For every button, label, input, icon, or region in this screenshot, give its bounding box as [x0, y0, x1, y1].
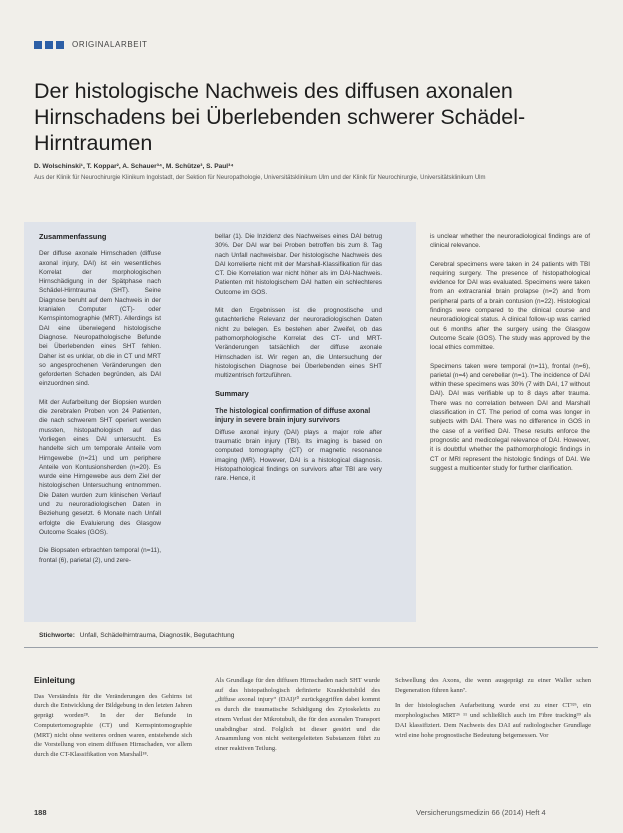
journal-reference: Versicherungsmedizin 66 (2014) Heft 4: [416, 808, 546, 817]
summary-subheading: The histological confirmation of diffuse axonal injury in severe brain injury survivors: [215, 407, 371, 424]
summary-english-column: [430, 232, 590, 482]
keywords-text: Unfall, Schädelhirntrauma, Diagnostik, Begutachtung: [79, 632, 235, 639]
abstract-paragraph: Die Biopsaten erbrachten temporal (n=11), frontal (6), parietal (2), und zere-: [39, 547, 161, 564]
abstract-paragraph: Mit der Aufarbeitung der Biopsien wurden die zerebralen Proben von 24 Patienten, die nach schwerem SHT operiert werden mussten, histopathologisch auf das Vorliegen eines DAI untersucht. Es handelte sich um temporale Anteile vom Hirngewebe (n=21) und um periphere Anteile von Kontusionsherden (n=20). Es wurde eine Hirngewebe aus dem Ziel der histologischen Untersuchung entnommen. Die Daten wurden zum klinischen Verlauf und zu neuroradiologischen Daten in Beziehung gesetzt. 6 Monate nach Unfall erfolgte die Evaluierung des Glasgow Outcome Scales (GOS).: [39, 398, 161, 536]
keywords-label: Stichworte:: [39, 632, 75, 639]
square-icon: [45, 41, 53, 49]
body-paragraph: Das Verständnis für die Veränderungen des Gehirns ist durch die Entwicklung der Bildgebung in den letzten Jahren geprägt worden²⁸. In der der Befunde in Computertomographie (CT) und Kernspintomographie (MRT) nicht ohne weiteres ordnen waren, entstehende sich die Vorstellung von einem diffusen Hirnschaden, vor allem durch die CT-Klassifikation von Marshall¹⁸.: [34, 692, 192, 758]
keywords: [39, 632, 599, 639]
summary-paragraph: is unclear whether the neuroradiological findings are of clinical relevance.: [430, 233, 590, 250]
abstract-paragraph: bellar (1). Die Inzidenz des Nachweises eines DAI betrug 30%. Der DAI war bei Proben betroffen bis zum 8. Tag nach Unfall nachweisbar. Der histologische Nachweis des DAI korrelierte nicht mit der Marshall-Klassifikation für das CT. Die Korrelation war nicht höher als im DAI-Nachweis. Patienten mit histologischem DAI hatten ein schlechteres Outcome im GOS.: [215, 233, 382, 296]
section-label: ORIGINALARBEIT: [72, 40, 148, 49]
summary-heading: Summary: [215, 389, 249, 399]
abstract-paragraph: Der diffuse axonale Hirnschaden (diffuse axonal injury, DAI) ist ein wesentliches Korrelat der morphologischen Hirnschädigung in der Spätphase nach Schädel-Hirntrauma (SHT). Seine Diagnose beruht auf dem Nachweis in der kranialen Computer (CT)- oder Kernspintomographie (MRT). Allerdings ist DAI eine überwiegend histologische Diagnose. Neuropathologische Befunde bei Überlebenden eines SHT fehlen. Daher ist es unklar, ob die in CT und MRT so angesprochenen Veränderungen den geforderten Schaden begründen, als DAI einzuordnen sind.: [39, 250, 161, 388]
article-title: Der histologische Nachweis des diffusen axonalen Hirnschadens bei Überlebenden schwerer Schädel-Hirntraumen: [34, 79, 526, 155]
body-column-2: [215, 676, 380, 760]
body-paragraph: Als Grundlage für den diffusen Hirnschaden nach SHT wurde auf das histopathologisch definierte Krankheitsbild des „diffuse axonal injury“ (DAI)¹⁰ zurückgegriffen dabei kommt es durch die traumatische Schädigung des Zytoskeletts zu einem Verlust der Mikrotubuli, die für den axonalen Transport unabdingbar sind. Folglich ist dieser gestört und die Ansammlung von nicht weitergeleiteten Substanzen führt zu einer reaktiven Teilung.: [215, 677, 380, 752]
square-icon: [34, 41, 42, 49]
body-paragraph: In der histologischen Aufarbeitung wurde erst zu einer CT³²⁶, ein morphologisches MRT²⁶ ¹¹ und schließlich auch im Fibre tracking³⁹ als DAI klassifiziert. Dem Nachweis des DAI auf radiologischer Grundlage wird eine hohe prognostische Bedeutung beigemessen. Vor: [395, 702, 591, 739]
body-column-3: [395, 676, 591, 746]
abstract-german: [39, 232, 161, 574]
body-paragraph: Schwellung des Axons, die wenn ausgeprägt zu einer Waller schen Degeneration führen kann⁷.: [395, 677, 591, 694]
section-heading-introduction: Einleitung: [34, 675, 76, 685]
square-icon: [56, 41, 64, 49]
abstract-heading: Zusammenfassung: [39, 232, 107, 241]
abstract-paragraph: Mit den Ergebnissen ist die prognostische und gutachterliche Relevanz der neuroradiologischen Daten nicht zu belegen. Es bestehen aber Zweifel, ob das pathomorphologische Korrelat des CT- und MRT-Veränderungen tatsächlich der diffuse axonale Hirnschaden ist. Wir regen an, die Untersuchung der histologischen Diagnose bei Überlebenden eines SHT multizentrisch fortzuführen.: [215, 307, 382, 380]
divider: [24, 647, 598, 648]
summary-paragraph: Diffuse axonal injury (DAI) plays a major role after traumatic brain injury (TBI). Its imaging is based on computed tomography (CT) or magnetic resonance imaging (MR). However, DAI is a histological diagnosis. Histopathological findings on survivors after TBI are very rare. Hence, it: [215, 428, 382, 483]
abstract-middle-column: [215, 232, 382, 493]
body-column-1: [34, 676, 192, 766]
affiliation: Aus der Klinik für Neurochirurgie Klinikum Ingolstadt, der Sektion für Neuropathologie, Universitätsklinikum Ulm und der Klinik für Neurochirurgie, Universitätsklinikum Ulm: [34, 175, 486, 181]
author-list: D. Wolschinski¹, T. Koppar², A. Schauer³⁴, M. Schütze³, S. Paul³⁴: [34, 163, 234, 170]
summary-paragraph: Specimens taken were temporal (n=11), frontal (n=6), parietal (n=4) and cerebellar (n=1). The incidence of DAI within these specimens was 30% (7 with DAI, 17 without DAI). DAI was verifiable up to 8 days after trauma. There was no correlation between DAI and Marshall classification in CT. The period of coma was longer in subjects with DAI. There was no difference in GOS in the case of a verified DAI. These results enforce the prognostic and medicolegal relevance of DAI. However, it is doubtful whether the pathomorphologic findings in CT or MRI represent the histologic findings of DAI. We suggest a multicenter study for further clarification.: [430, 362, 590, 472]
section-header: [34, 40, 148, 49]
page-number: 188: [34, 808, 47, 817]
summary-paragraph: Cerebral specimens were taken in 24 patients with TBI requiring surgery. The presence of histopathological evidence for DAI was evaluated. Specimens were taken from an extracranial brain prolapse (n=2) and from peripheral parts of a brain contusion (n=22). Histological findings were compared to the clinical course and neuroradiological status. A clinical follow-up was carried out 6 months after the surgery using the Glasgow Outcome Scale (GOS). The study was approved by the local ethics committee.: [430, 260, 590, 352]
